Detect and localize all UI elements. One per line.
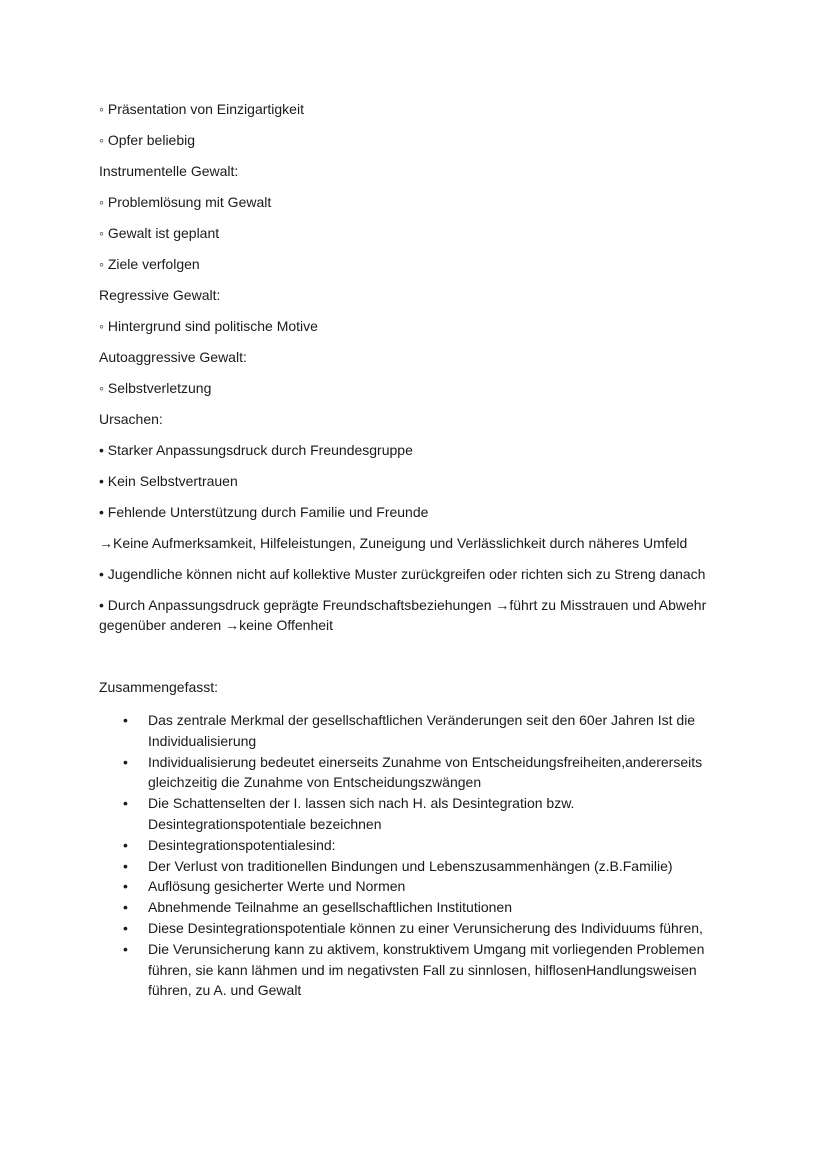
text-line: • Kein Selbstvertrauen <box>99 473 238 489</box>
list-item-text: Auflösung gesicherter Werte und Normen <box>148 878 406 895</box>
bullet-icon: • <box>123 899 128 916</box>
bullet-icon: • <box>123 836 128 853</box>
section-heading: Instrumentelle Gewalt: <box>99 163 239 179</box>
summary-list <box>99 710 719 1001</box>
list-item-text: Das zentrale Merkmal der gesellschaftlichen Veränderungen seit den 60er Jahren Ist die Individualisierung <box>148 712 696 749</box>
text-line: ◦ Problemlösung mit Gewalt <box>99 194 272 210</box>
bullet-icon: • <box>123 940 128 957</box>
bullet-icon: • <box>123 712 128 728</box>
list-item <box>99 856 714 877</box>
bullet-icon: • <box>123 753 128 770</box>
bullet-icon: • <box>123 878 128 895</box>
text-line: • Fehlende Unterstützung durch Familie und Freunde <box>99 504 429 520</box>
list-item-text: Desintegrationspotentialesind: <box>148 836 336 853</box>
list-item-text: Die Verunsicherung kann zu aktivem, konstruktivem Umgang mit vorliegenden Problemen führen, sie kann lähmen und im negativsten Fall zu sinnlosen, hilflosenHandlungsweisen führen, zu A. und Gewalt <box>148 940 705 999</box>
spacer <box>99 646 719 677</box>
text-line: →Keine Aufmerksamkeit, Hilfeleistungen, Zuneigung und Verlässlichkeit durch näheres Umfeld <box>99 535 688 551</box>
section-heading: Regressive Gewalt: <box>99 287 221 303</box>
bullet-icon: • <box>123 919 128 936</box>
document-content <box>99 99 719 1001</box>
text-line: ◦ Ziele verfolgen <box>99 256 200 272</box>
text-line: ◦ Hintergrund sind politische Motive <box>99 318 318 334</box>
list-item-text: Diese Desintegrationspotentiale können zu einer Verunsicherung des Individuums führen, <box>148 919 703 936</box>
summary-heading: Zusammengefasst: <box>99 679 219 695</box>
text-line: • Starker Anpassungsdruck durch Freundesgruppe <box>99 442 413 458</box>
list-item <box>99 835 714 856</box>
list-item <box>99 752 714 794</box>
list-item-text: Individualisierung bedeutet einerseits Zunahme von Entscheidungsfreiheiten,andererseits gleichzeitig die Zunahme von Entscheidungszwängen <box>148 753 703 791</box>
list-item-text: Abnehmende Teilnahme an gesellschaftlichen Institutionen <box>148 899 512 916</box>
bullet-icon: • <box>123 795 128 812</box>
bullet-icon: • <box>123 857 128 874</box>
section-heading: Ursachen: <box>99 411 163 427</box>
list-item-text: Die Schattenselten der I. lassen sich nach H. als Desintegration bzw. Desintegrationspotentiale bezeichnen <box>148 795 575 832</box>
text-line: ◦ Präsentation von Einzigartigkeit <box>99 101 304 117</box>
list-item <box>99 710 714 752</box>
list-item-text: Der Verlust von traditionellen Bindungen und Lebenszusammenhängen (z.B.Familie) <box>148 857 673 874</box>
text-line: • Jugendliche können nicht auf kollektive Muster zurückgreifen oder richten sich zu Streng danach <box>99 566 706 582</box>
list-item <box>99 876 714 897</box>
text-line: ◦ Opfer beliebig <box>99 132 196 148</box>
list-item <box>99 939 714 1001</box>
text-paragraph: • Durch Anpassungsdruck geprägte Freundschaftsbeziehungen →führt zu Misstrauen und Abwehr gegenüber anderen →keine Offenheit <box>99 597 707 633</box>
section-heading: Autoaggressive Gewalt: <box>99 349 247 365</box>
text-line: ◦ Gewalt ist geplant <box>99 225 220 241</box>
list-item <box>99 897 714 918</box>
text-line: ◦ Selbstverletzung <box>99 380 212 396</box>
list-item <box>99 793 714 835</box>
list-item <box>99 918 714 939</box>
